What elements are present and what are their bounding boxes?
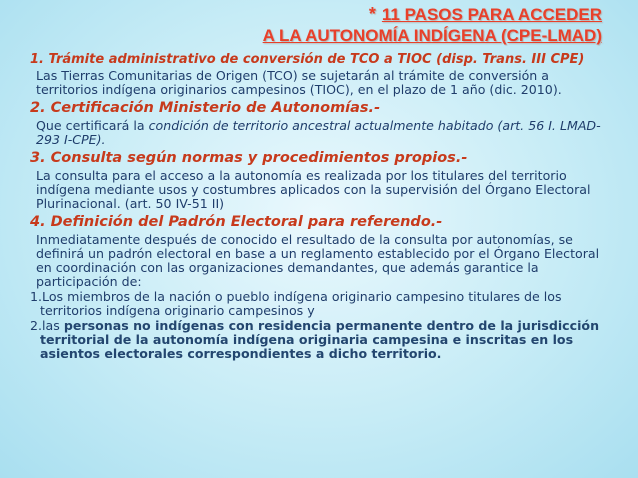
step-2-text-lead: Que certificará la xyxy=(36,118,149,133)
step-4-text: Inmediatamente después de conocido el resultado de la consulta por autonomías, se definirá un padrón electoral en base a un reglamento establecido por el Órgano Electoral en coordinación con las organizaciones demandantes, que además garantice la participación de: xyxy=(36,232,600,289)
list-item-1 xyxy=(30,290,610,318)
step-4-heading: 4. Definición del Padrón Electoral para referendo.- xyxy=(30,214,443,230)
step-3-text: La consulta para el acceso a la autonomía es realizada por los titulares del territorio indígena mediante usos y costumbres aplicados con la supervisión del Órgano Electoral Plurinacional. (art. 50 IV-51 II) xyxy=(36,168,591,211)
asterisk-bullet-icon: * xyxy=(368,4,376,24)
list-item-1-text: Los miembros de la nación o pueblo indígena originario campesino titulares de los territorios indígena originario campesinos y xyxy=(40,289,562,318)
title-line-2: A LA AUTONOMÍA INDÍGENA (CPE-LMAD) xyxy=(262,26,602,45)
list-item-1-number: 1. xyxy=(30,289,43,304)
step-3-heading: 3. Consulta según normas y procedimientos propios.- xyxy=(30,150,468,166)
slide-title xyxy=(263,4,602,46)
step-2-text xyxy=(36,119,610,147)
step-1-heading: 1. Trámite administrativo de conversión de TCO a TIOC (disp. Trans. III CPE) xyxy=(30,52,585,67)
list-item-2-lead: las xyxy=(42,318,64,333)
step-2-text-italic: condición de territorio ancestral actualmente habitado (art. 56 I. LMAD- 293 I-CPE). xyxy=(36,118,601,147)
list-item-2-number: 2. xyxy=(30,318,43,333)
slide-body xyxy=(30,52,610,361)
step-2-heading: 2. Certificación Ministerio de Autonomías.- xyxy=(30,100,381,116)
list-item-2-bold-text: personas no indígenas con residencia permanente dentro de la jurisdicción territorial de la autonomía indígena originaria campesina e inscritas en los asientos electorales correspondientes a dicho territorio. xyxy=(40,318,600,361)
list-item-2 xyxy=(30,319,610,361)
title-line-1: 11 PASOS PARA ACCEDER xyxy=(381,5,602,24)
step-1-text: Las Tierras Comunitarias de Origen (TCO) se sujetarán al trámite de conversión a territorios indígena originarios campesinos (TIOC), en el plazo de 1 año (dic. 2010). xyxy=(36,68,562,97)
